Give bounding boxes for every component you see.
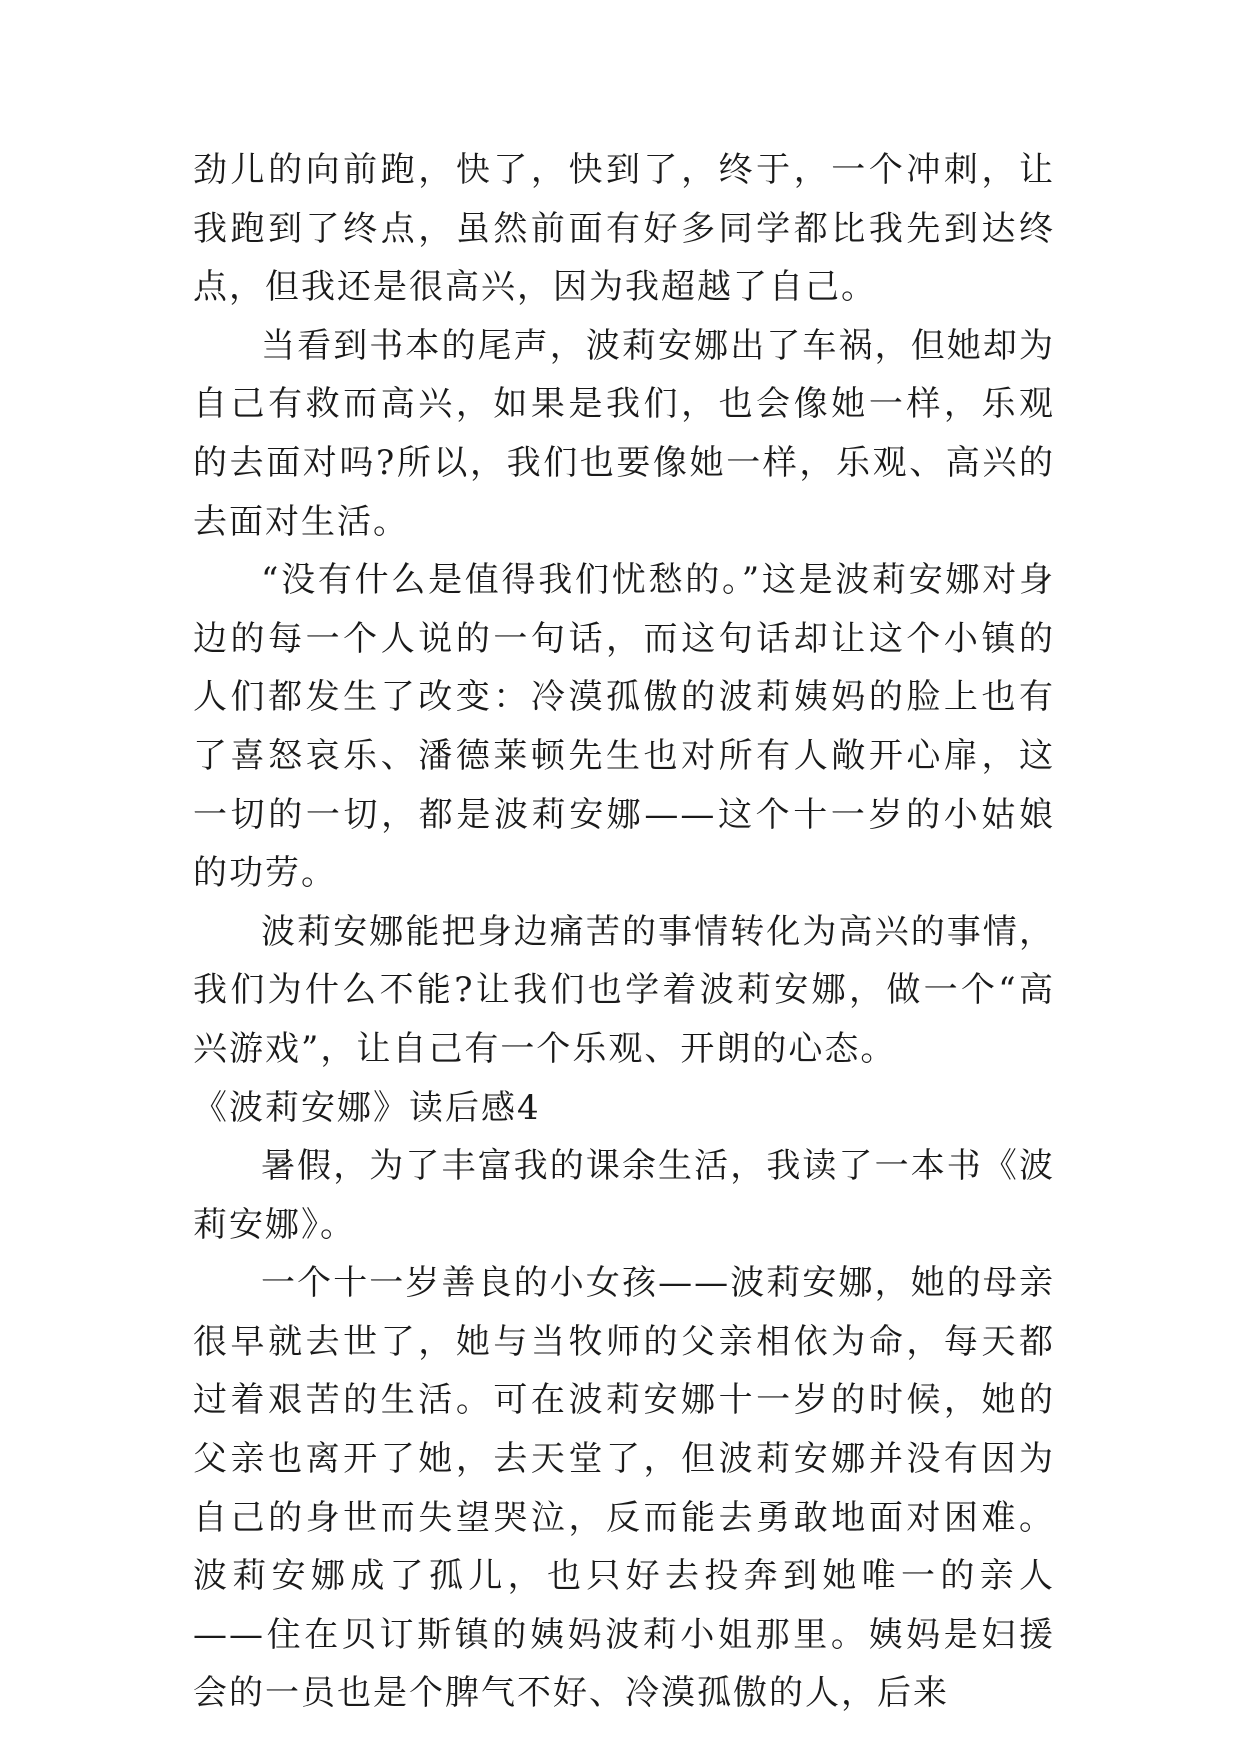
- paragraph-2: 当看到书本的尾声，波莉安娜出了车祸，但她却为自己有救而高兴，如果是我们，也会像她一样，乐观的去面对吗?所以，我们也要像她一样，乐观、高兴的去面对生活。: [193, 325, 1055, 542]
- paragraph-6: 一个十一岁善良的小女孩——波莉安娜，她的母亲很早就去世了，她与当牧师的父亲相依为命，每天都过着艰苦的生活。可在波莉安娜十一岁的时候，她的父亲也离开了她，去天堂了，但波莉安娜并没有因为自己的身世而失望哭泣，反而能去勇敢地面对困难。波莉安娜成了孤儿，也只好去投奔到她唯一的亲人——住在贝订斯镇的姨妈波莉小姐那里。姨妈是妇援会的一员也是个脾气不好、冷漠孤傲的人，后来: [193, 1263, 1055, 1714]
- paragraph-4: 波莉安娜能把身边痛苦的事情转化为高兴的事情，我们为什么不能?让我们也学着波莉安娜，做一个“高兴游戏”，让自己有一个乐观、开朗的心态。: [193, 911, 1055, 1069]
- paragraph-5: 暑假，为了丰富我的课余生活，我读了一本书《波莉安娜》。: [193, 1146, 1055, 1245]
- paragraph-1: 劲儿的向前跑，快了，快到了，终于，一个冲刺，让我跑到了终点，虽然前面有好多同学都比我先到达终点，但我还是很高兴，因为我超越了自己。: [193, 150, 1055, 308]
- document-page: [193, 141, 1055, 1723]
- paragraph-3: “没有什么是值得我们忧愁的。”这是波莉安娜对身边的每一个人说的一句话，而这句话却让这个小镇的人们都发生了改变：冷漠孤傲的波莉姨妈的脸上也有了喜怒哀乐、潘德莱顿先生也对所有人敞开心扉，这一切的一切，都是波莉安娜——这个十一岁的小姑娘的功劳。: [193, 560, 1055, 894]
- section-title: 《波莉安娜》读后感4: [193, 1087, 541, 1128]
